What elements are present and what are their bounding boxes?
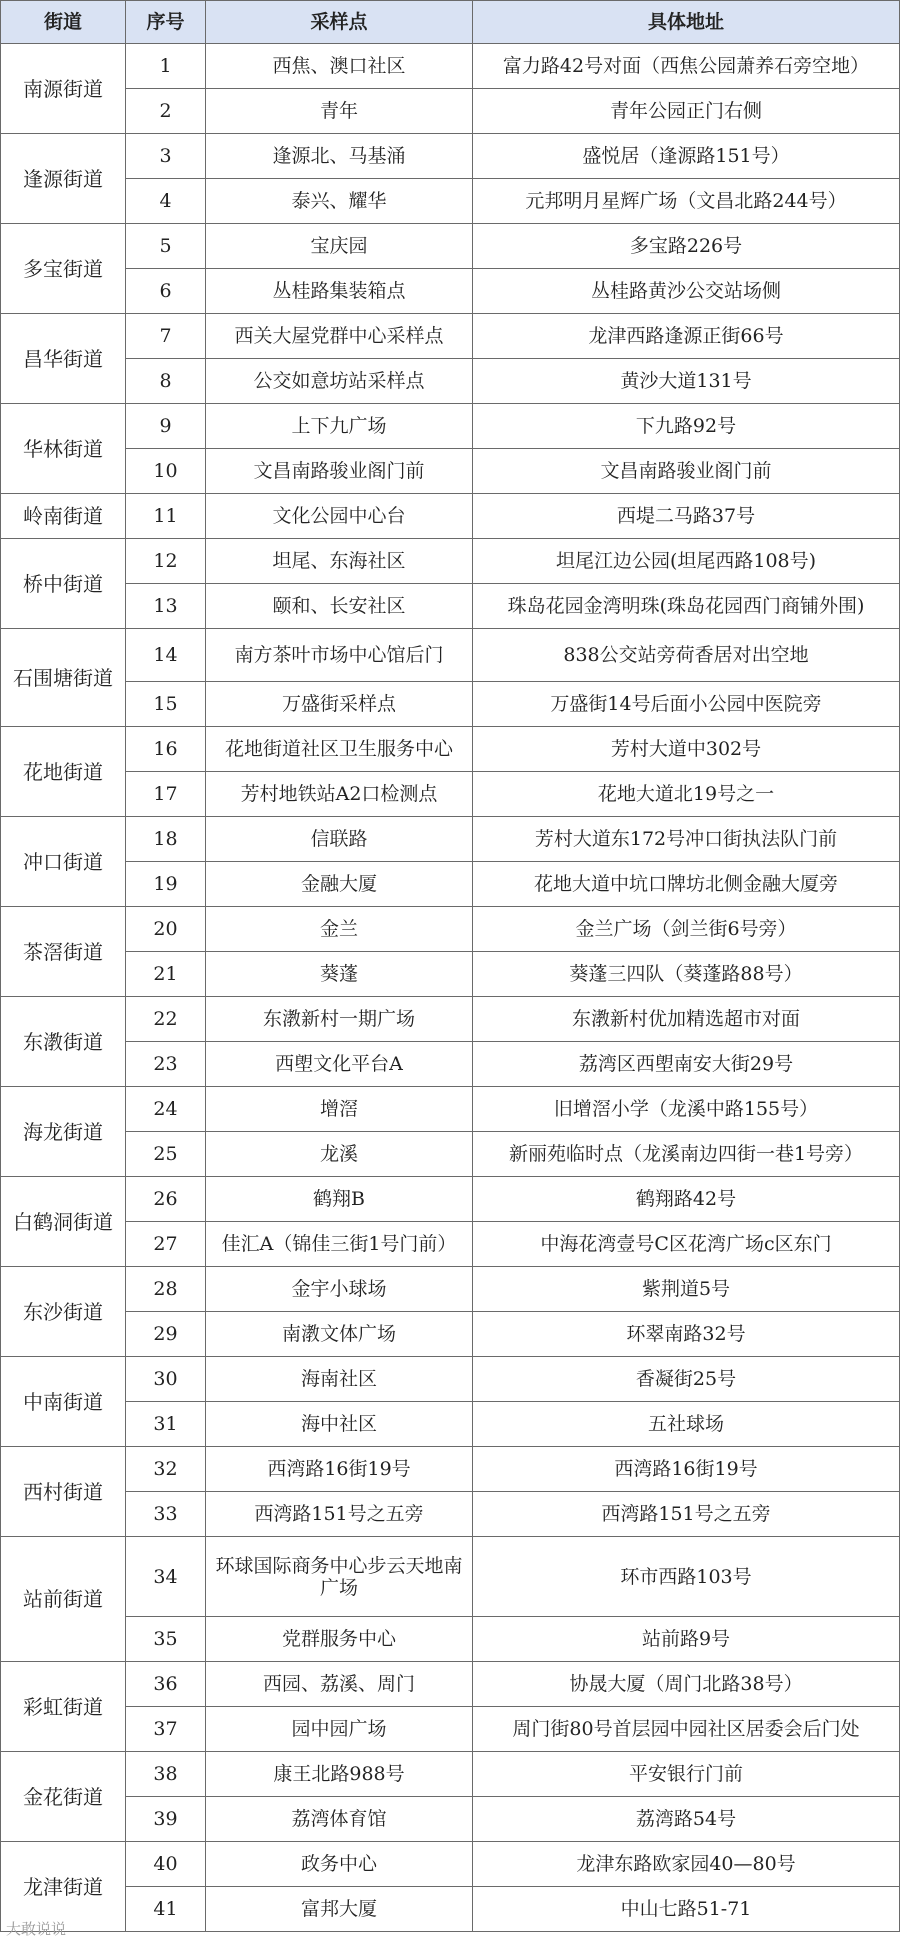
number-cell: 7 xyxy=(126,314,206,359)
site-cell: 信联路 xyxy=(206,817,473,862)
number-cell: 10 xyxy=(126,449,206,494)
street-cell: 多宝街道 xyxy=(1,224,126,314)
table-row xyxy=(1,1132,900,1177)
number-cell: 32 xyxy=(126,1447,206,1492)
table-row xyxy=(1,404,900,449)
table-row xyxy=(1,359,900,404)
table-row xyxy=(1,727,900,772)
number-cell: 23 xyxy=(126,1042,206,1087)
number-cell: 31 xyxy=(126,1402,206,1447)
site-cell: 海南社区 xyxy=(206,1357,473,1402)
site-cell: 康王北路988号 xyxy=(206,1752,473,1797)
address-cell: 坦尾江边公园(坦尾西路108号) xyxy=(473,539,900,584)
site-cell: 政务中心 xyxy=(206,1842,473,1887)
address-cell: 协晟大厦（周门北路38号） xyxy=(473,1662,900,1707)
address-cell: 富力路42号对面（西焦公园萧养石旁空地） xyxy=(473,44,900,89)
table-row xyxy=(1,1752,900,1797)
header-site: 采样点 xyxy=(206,1,473,44)
number-cell: 8 xyxy=(126,359,206,404)
number-cell: 1 xyxy=(126,44,206,89)
number-cell: 2 xyxy=(126,89,206,134)
table-row xyxy=(1,449,900,494)
address-cell: 青年公园正门右侧 xyxy=(473,89,900,134)
table-row xyxy=(1,772,900,817)
table-row xyxy=(1,1662,900,1707)
address-cell: 环翠南路32号 xyxy=(473,1312,900,1357)
table-row xyxy=(1,862,900,907)
table-row xyxy=(1,1447,900,1492)
address-cell: 五社球场 xyxy=(473,1402,900,1447)
table-row xyxy=(1,997,900,1042)
site-cell: 荔湾体育馆 xyxy=(206,1797,473,1842)
street-cell: 岭南街道 xyxy=(1,494,126,539)
street-cell: 龙津街道 xyxy=(1,1842,126,1932)
site-cell: 坦尾、东海社区 xyxy=(206,539,473,584)
table-row xyxy=(1,1042,900,1087)
street-cell: 茶滘街道 xyxy=(1,907,126,997)
table-row xyxy=(1,682,900,727)
site-cell: 党群服务中心 xyxy=(206,1617,473,1662)
address-cell: 龙津西路逢源正街66号 xyxy=(473,314,900,359)
address-cell: 丛桂路黄沙公交站场侧 xyxy=(473,269,900,314)
table-row xyxy=(1,1887,900,1932)
number-cell: 24 xyxy=(126,1087,206,1132)
site-cell: 文化公园中心台 xyxy=(206,494,473,539)
street-cell: 东漖街道 xyxy=(1,997,126,1087)
address-cell: 多宝路226号 xyxy=(473,224,900,269)
site-cell: 西塱文化平台A xyxy=(206,1042,473,1087)
address-cell: 西湾路151号之五旁 xyxy=(473,1492,900,1537)
number-cell: 27 xyxy=(126,1222,206,1267)
address-cell: 金兰广场（剑兰街6号旁） xyxy=(473,907,900,952)
site-cell: 丛桂路集装箱点 xyxy=(206,269,473,314)
street-cell: 石围塘街道 xyxy=(1,629,126,727)
table-row xyxy=(1,1537,900,1617)
address-cell: 元邦明月星辉广场（文昌北路244号） xyxy=(473,179,900,224)
table-row xyxy=(1,1402,900,1447)
street-cell: 南源街道 xyxy=(1,44,126,134)
site-cell: 佳汇A（锦佳三街1号门前） xyxy=(206,1222,473,1267)
address-cell: 荔湾路54号 xyxy=(473,1797,900,1842)
site-cell: 公交如意坊站采样点 xyxy=(206,359,473,404)
table-row xyxy=(1,1842,900,1887)
site-cell: 花地街道社区卫生服务中心 xyxy=(206,727,473,772)
number-cell: 28 xyxy=(126,1267,206,1312)
table-row xyxy=(1,314,900,359)
address-cell: 黄沙大道131号 xyxy=(473,359,900,404)
number-cell: 13 xyxy=(126,584,206,629)
street-cell: 海龙街道 xyxy=(1,1087,126,1177)
site-cell: 海中社区 xyxy=(206,1402,473,1447)
site-cell: 金宇小球场 xyxy=(206,1267,473,1312)
table-row xyxy=(1,1087,900,1132)
table-row xyxy=(1,629,900,682)
table-row xyxy=(1,89,900,134)
address-cell: 环市西路103号 xyxy=(473,1537,900,1617)
number-cell: 36 xyxy=(126,1662,206,1707)
site-cell: 金融大厦 xyxy=(206,862,473,907)
table-row xyxy=(1,1492,900,1537)
address-cell: 盛悦居（逢源路151号） xyxy=(473,134,900,179)
site-cell: 西湾路16街19号 xyxy=(206,1447,473,1492)
street-cell: 金花街道 xyxy=(1,1752,126,1842)
address-cell: 芳村大道中302号 xyxy=(473,727,900,772)
address-cell: 西湾路16街19号 xyxy=(473,1447,900,1492)
number-cell: 41 xyxy=(126,1887,206,1932)
site-cell: 逢源北、马基涌 xyxy=(206,134,473,179)
address-cell: 站前路9号 xyxy=(473,1617,900,1662)
number-cell: 29 xyxy=(126,1312,206,1357)
number-cell: 40 xyxy=(126,1842,206,1887)
table-body xyxy=(1,44,900,1932)
table-row xyxy=(1,1177,900,1222)
address-cell: 周门街80号首层园中园社区居委会后门处 xyxy=(473,1707,900,1752)
number-cell: 38 xyxy=(126,1752,206,1797)
header-address: 具体地址 xyxy=(473,1,900,44)
site-cell: 文昌南路骏业阁门前 xyxy=(206,449,473,494)
street-cell: 昌华街道 xyxy=(1,314,126,404)
site-cell: 颐和、长安社区 xyxy=(206,584,473,629)
site-cell: 鹤翔B xyxy=(206,1177,473,1222)
site-cell: 西关大屋党群中心采样点 xyxy=(206,314,473,359)
address-cell: 葵蓬三四队（葵蓬路88号） xyxy=(473,952,900,997)
street-cell: 白鹤洞街道 xyxy=(1,1177,126,1267)
site-cell: 环球国际商务中心步云天地南广场 xyxy=(206,1537,473,1617)
number-cell: 25 xyxy=(126,1132,206,1177)
street-cell: 华林街道 xyxy=(1,404,126,494)
table-row xyxy=(1,494,900,539)
number-cell: 12 xyxy=(126,539,206,584)
number-cell: 6 xyxy=(126,269,206,314)
table-row xyxy=(1,539,900,584)
street-cell: 站前街道 xyxy=(1,1537,126,1662)
number-cell: 26 xyxy=(126,1177,206,1222)
address-cell: 新丽苑临时点（龙溪南边四街一巷1号旁） xyxy=(473,1132,900,1177)
address-cell: 旧增滘小学（龙溪中路155号） xyxy=(473,1087,900,1132)
address-cell: 鹤翔路42号 xyxy=(473,1177,900,1222)
address-cell: 东漖新村优加精选超市对面 xyxy=(473,997,900,1042)
street-cell: 花地街道 xyxy=(1,727,126,817)
site-cell: 龙溪 xyxy=(206,1132,473,1177)
table-row xyxy=(1,1267,900,1312)
site-cell: 西湾路151号之五旁 xyxy=(206,1492,473,1537)
header-no: 序号 xyxy=(126,1,206,44)
number-cell: 37 xyxy=(126,1707,206,1752)
address-cell: 紫荆道5号 xyxy=(473,1267,900,1312)
table-row xyxy=(1,1707,900,1752)
address-cell: 文昌南路骏业阁门前 xyxy=(473,449,900,494)
number-cell: 30 xyxy=(126,1357,206,1402)
site-cell: 西园、荔溪、周门 xyxy=(206,1662,473,1707)
site-cell: 西焦、澳口社区 xyxy=(206,44,473,89)
header-street: 街道 xyxy=(1,1,126,44)
address-cell: 芳村大道东172号冲口街执法队门前 xyxy=(473,817,900,862)
table-row xyxy=(1,952,900,997)
number-cell: 21 xyxy=(126,952,206,997)
street-cell: 逢源街道 xyxy=(1,134,126,224)
table-row xyxy=(1,1222,900,1267)
number-cell: 33 xyxy=(126,1492,206,1537)
site-cell: 宝庆园 xyxy=(206,224,473,269)
number-cell: 16 xyxy=(126,727,206,772)
number-cell: 22 xyxy=(126,997,206,1042)
address-cell: 下九路92号 xyxy=(473,404,900,449)
site-cell: 上下九广场 xyxy=(206,404,473,449)
table-row xyxy=(1,224,900,269)
address-cell: 花地大道北19号之一 xyxy=(473,772,900,817)
number-cell: 39 xyxy=(126,1797,206,1842)
table-row xyxy=(1,134,900,179)
table-row xyxy=(1,817,900,862)
number-cell: 14 xyxy=(126,629,206,682)
table-row xyxy=(1,1357,900,1402)
street-cell: 冲口街道 xyxy=(1,817,126,907)
table-row xyxy=(1,1312,900,1357)
site-cell: 东漖新村一期广场 xyxy=(206,997,473,1042)
address-cell: 花地大道中坑口牌坊北侧金融大厦旁 xyxy=(473,862,900,907)
address-cell: 中山七路51-71 xyxy=(473,1887,900,1932)
address-cell: 珠岛花园金湾明珠(珠岛花园西门商铺外围) xyxy=(473,584,900,629)
address-cell: 香凝街25号 xyxy=(473,1357,900,1402)
table-row xyxy=(1,1797,900,1842)
number-cell: 11 xyxy=(126,494,206,539)
site-cell: 增滘 xyxy=(206,1087,473,1132)
address-cell: 万盛街14号后面小公园中医院旁 xyxy=(473,682,900,727)
table-row xyxy=(1,44,900,89)
street-cell: 彩虹街道 xyxy=(1,1662,126,1752)
address-cell: 838公交站旁荷香居对出空地 xyxy=(473,629,900,682)
site-cell: 富邦大厦 xyxy=(206,1887,473,1932)
site-cell: 青年 xyxy=(206,89,473,134)
address-cell: 西堤二马路37号 xyxy=(473,494,900,539)
street-cell: 西村街道 xyxy=(1,1447,126,1537)
number-cell: 9 xyxy=(126,404,206,449)
address-cell: 龙津东路欧家园40—80号 xyxy=(473,1842,900,1887)
site-cell: 园中园广场 xyxy=(206,1707,473,1752)
site-cell: 万盛街采样点 xyxy=(206,682,473,727)
address-cell: 平安银行门前 xyxy=(473,1752,900,1797)
number-cell: 34 xyxy=(126,1537,206,1617)
number-cell: 5 xyxy=(126,224,206,269)
watermark: 大敢说说 xyxy=(6,1920,67,1938)
number-cell: 15 xyxy=(126,682,206,727)
header-row xyxy=(1,1,900,44)
number-cell: 20 xyxy=(126,907,206,952)
site-cell: 葵蓬 xyxy=(206,952,473,997)
number-cell: 35 xyxy=(126,1617,206,1662)
table-row xyxy=(1,584,900,629)
number-cell: 19 xyxy=(126,862,206,907)
address-cell: 中海花湾壹号C区花湾广场c区东门 xyxy=(473,1222,900,1267)
table-row xyxy=(1,907,900,952)
table-row xyxy=(1,269,900,314)
street-cell: 东沙街道 xyxy=(1,1267,126,1357)
street-cell: 桥中街道 xyxy=(1,539,126,629)
address-cell: 荔湾区西塱南安大街29号 xyxy=(473,1042,900,1087)
number-cell: 17 xyxy=(126,772,206,817)
table-row xyxy=(1,1617,900,1662)
site-cell: 南方茶叶市场中心馆后门 xyxy=(206,629,473,682)
site-cell: 金兰 xyxy=(206,907,473,952)
table-row xyxy=(1,179,900,224)
number-cell: 18 xyxy=(126,817,206,862)
street-cell: 中南街道 xyxy=(1,1357,126,1447)
site-cell: 芳村地铁站A2口检测点 xyxy=(206,772,473,817)
site-cell: 泰兴、耀华 xyxy=(206,179,473,224)
site-cell: 南漖文体广场 xyxy=(206,1312,473,1357)
number-cell: 3 xyxy=(126,134,206,179)
number-cell: 4 xyxy=(126,179,206,224)
